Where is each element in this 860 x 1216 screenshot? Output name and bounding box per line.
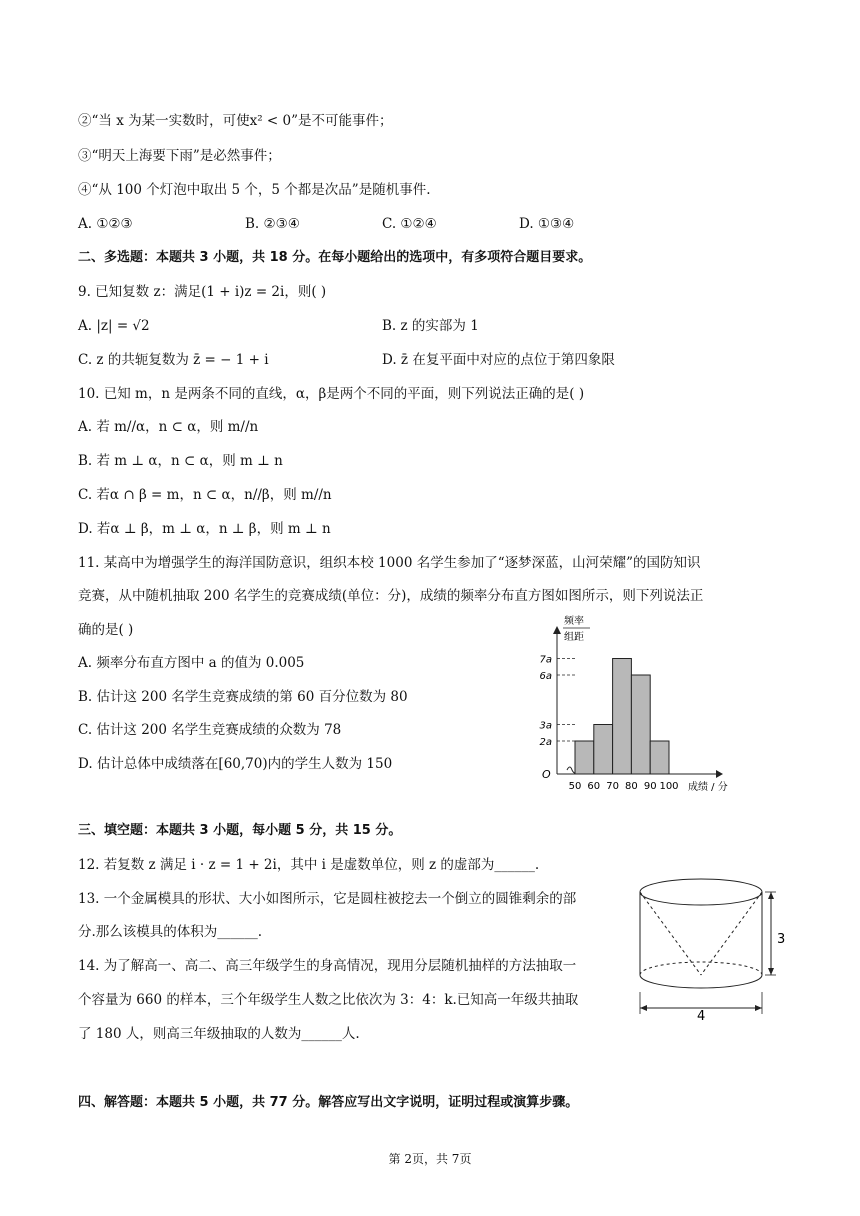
x-tick-label: 70 (606, 781, 619, 792)
q14-line-3: 了 180 人，则高三年级抽取的人数为______人. (78, 1026, 360, 1042)
cylinder-bottom-front (640, 975, 762, 988)
histogram-bar (594, 725, 613, 775)
q9-option-c: C. z 的共轭复数为 z̄ = − 1 + i (78, 352, 269, 368)
q9-option-d: D. z̄ 在复平面中对应的点位于第四象限 (382, 352, 615, 368)
section-2-heading: 二、多选题：本题共 3 小题，共 18 分。在每小题给出的选项中，有多项符合题目要求。 (78, 250, 592, 265)
origin-label: O (542, 768, 551, 781)
cylinder-top-ellipse (640, 879, 762, 905)
y-label-top: 频率 (564, 616, 584, 627)
x-tick-label: 100 (659, 781, 679, 792)
q13-line-2: 分.那么该模具的体积为______. (78, 924, 263, 940)
q14-line-1: 14. 为了解高一、高二、高三年级学生的身高情况，现用分层随机抽样的方法抽取一 (78, 958, 577, 974)
q8-option-c: C. ①②④ (382, 216, 437, 232)
y-tick-label: 7a (539, 654, 552, 666)
q8-statement-4: ④“从 100 个灯泡中取出 5 个，5 个都是次品”是随机事件. (78, 182, 431, 198)
section-3-heading: 三、填空题：本题共 3 小题，每小题 5 分，共 15 分。 (78, 823, 402, 838)
q10-option-c: C. 若α ∩ β = m，n ⊂ α，n//β，则 m//n (78, 487, 332, 503)
q13-line-1: 13. 一个金属模具的形状、大小如图所示，它是圆柱被挖去一个倒立的圆锥剩余的部 (78, 891, 577, 907)
q10-option-b: B. 若 m ⊥ α，n ⊂ α，则 m ⊥ n (78, 453, 283, 469)
q8-statement-3: ③“明天上海要下雨”是必然事件； (78, 148, 281, 164)
y-tick-label: 2a (539, 737, 552, 748)
height-label: 3 (777, 932, 786, 947)
q11-option-c: C. 估计这 200 名学生竞赛成绩的众数为 78 (78, 722, 342, 738)
y-tick-label: 3a (539, 720, 552, 732)
q9-stem: 9. 已知复数 z：满足(1 + i)z = 2i，则( ) (78, 284, 327, 300)
x-tick-label: 80 (625, 781, 638, 792)
q8-option-a: A. ①②③ (78, 216, 133, 232)
q11-option-d: D. 估计总体中成绩落在[60,70)内的学生人数为 150 (78, 756, 393, 772)
page-footer: 第 2页，共 7页 (388, 1152, 472, 1166)
x-tick-label: 60 (587, 781, 601, 792)
height-arrow-down (768, 968, 774, 975)
histogram-bar (631, 675, 650, 774)
q11-stem-line-1: 11. 某高中为增强学生的海洋国防意识，组织本校 1000 名学生参加了“逐梦深蓝，山河荣耀”的国防知识 (78, 555, 701, 571)
histogram-bar (613, 659, 632, 775)
x-tick-label: 50 (568, 781, 582, 792)
height-arrow-up (768, 892, 774, 899)
cylinder-bottom-back (640, 962, 762, 975)
q9-option-b: B. z 的实部为 1 (382, 318, 479, 334)
y-label-bottom: 组距 (564, 632, 584, 643)
diameter-arrow-left (640, 1005, 647, 1011)
x-axis-arrow (716, 770, 723, 778)
histogram-bar (650, 741, 669, 774)
q12-text: 12. 若复数 z 满足 i · z = 1 + 2i，其中 i 是虚数单位，则 z 的虚部为______. (78, 857, 540, 873)
cylinder-cone-figure (630, 868, 790, 1020)
q10-option-d: D. 若α ⊥ β，m ⊥ α，n ⊥ β，则 m ⊥ n (78, 521, 331, 537)
q8-option-d: D. ①③④ (519, 216, 575, 232)
diameter-arrow-right (755, 1005, 762, 1011)
q8-statement-2: ②“当 x 为某一实数时，可使x² < 0”是不可能事件； (78, 113, 393, 129)
y-tick-label: 6a (539, 671, 552, 682)
x-tick-label: 90 (643, 781, 657, 792)
q10-stem: 10. 已知 m，n 是两条不同的直线，α，β是两个不同的平面，则下列说法正确的是( ) (78, 386, 585, 402)
q11-stem-line-3: 确的是( ) (78, 622, 134, 638)
diameter-label: 4 (697, 1009, 706, 1020)
q14-line-2: 个容量为 660 的样本，三个年级学生人数之比依次为 3：4：k.已知高一年级共抽取 (78, 992, 579, 1008)
x-axis-label: 成绩 / 分 (688, 782, 728, 793)
frequency-histogram (530, 612, 740, 802)
q8-option-b: B. ②③④ (245, 216, 300, 232)
q11-option-b: B. 估计这 200 名学生竞赛成绩的第 60 百分位数为 80 (78, 689, 408, 705)
q11-option-a: A. 频率分布直方图中 a 的值为 0.005 (78, 655, 305, 671)
y-axis-arrow (553, 626, 561, 634)
section-4-heading: 四、解答题：本题共 5 小题，共 77 分。解答应写出文字说明，证明过程或演算步骤。 (78, 1095, 579, 1110)
q10-option-a: A. 若 m//α，n ⊂ α，则 m//n (78, 419, 259, 435)
q9-option-a: A. |z| = √2 (78, 318, 150, 334)
histogram-bar (575, 741, 594, 774)
q11-stem-line-2: 竞赛，从中随机抽取 200 名学生的竞赛成绩(单位：分)，成绩的频率分布直方图如图所示，则下列说法正 (78, 588, 704, 604)
